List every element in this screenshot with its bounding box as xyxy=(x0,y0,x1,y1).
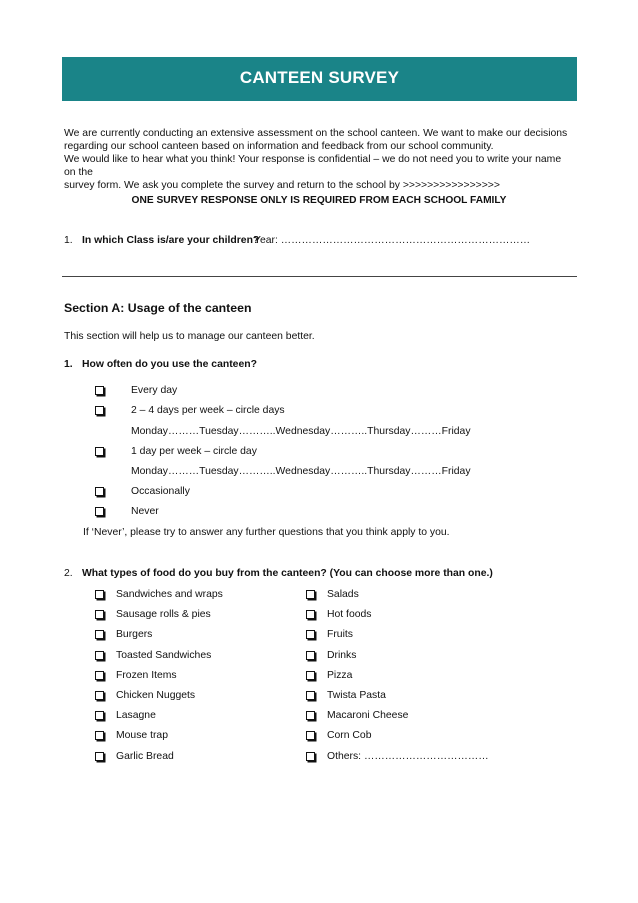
food-option-left-label: Sausage rolls & pies xyxy=(116,609,211,621)
intro-line-2: regarding our school canteen based on information and feedback from our school community. xyxy=(64,141,494,152)
q1-option-every-day: Every day xyxy=(131,385,178,396)
class-question-answer-line[interactable]: Year: ……………………………………………………………… xyxy=(254,235,531,246)
one-response-notice: ONE SURVEY RESPONSE ONLY IS REQUIRED FROM EACH SCHOOL FAMILY xyxy=(131,195,507,206)
q1-days-line-multi[interactable]: Monday………Tuesday………..Wednesday………..Thursday………Friday xyxy=(131,426,471,437)
q1-option-never: Never xyxy=(131,506,159,517)
q1-checkbox-1-day[interactable] xyxy=(95,447,104,456)
food-option-left-checkbox[interactable] xyxy=(95,691,104,700)
q1-checkbox-occasionally[interactable] xyxy=(95,487,104,496)
food-option-right-label: Macaroni Cheese xyxy=(327,710,409,722)
food-option-right-label: Corn Cob xyxy=(327,730,372,742)
title-banner xyxy=(62,57,577,101)
q1-option-1-day: 1 day per week – circle day xyxy=(131,446,257,457)
food-option-left-checkbox[interactable] xyxy=(95,752,104,761)
q1-option-occasionally: Occasionally xyxy=(131,486,190,497)
food-option-right-checkbox[interactable] xyxy=(306,610,315,619)
food-option-right-checkbox[interactable] xyxy=(306,651,315,660)
q1-days-line-single[interactable]: Monday………Tuesday………..Wednesday………..Thursday………Friday xyxy=(131,466,471,477)
food-option-right-label: Twista Pasta xyxy=(327,690,386,701)
section-divider xyxy=(62,276,577,277)
class-question-number: 1. xyxy=(64,235,73,246)
food-option-left-checkbox[interactable] xyxy=(95,711,104,720)
food-option-left-checkbox[interactable] xyxy=(95,671,104,680)
food-option-right-checkbox[interactable] xyxy=(306,731,315,740)
food-option-left-label: Sandwiches and wraps xyxy=(116,589,223,600)
intro-line-3: We would like to hear what you think! Your response is confidential – we do not need you to write your name on the xyxy=(64,154,562,178)
q1-option-2-4-days: 2 – 4 days per week – circle days xyxy=(131,405,285,416)
food-option-left-label: Burgers xyxy=(116,629,153,641)
food-option-left-label: Mouse trap xyxy=(116,730,168,742)
q2-number: 2. xyxy=(64,568,73,579)
food-option-left-checkbox[interactable] xyxy=(95,590,104,599)
food-option-left-checkbox[interactable] xyxy=(95,610,104,619)
q1-checkbox-2-4-days[interactable] xyxy=(95,406,104,415)
food-option-right-checkbox[interactable] xyxy=(306,711,315,720)
food-option-right-label: Drinks xyxy=(327,649,357,661)
food-option-right-checkbox[interactable] xyxy=(306,590,315,599)
food-option-left-label: Lasagne xyxy=(116,710,156,722)
food-option-right-label: Fruits xyxy=(327,629,353,641)
food-option-left-label: Toasted Sandwiches xyxy=(116,649,212,661)
intro-line-1: We are currently conducting an extensive assessment on the school canteen. We want to make our decisions xyxy=(64,128,568,139)
food-option-right-label: Pizza xyxy=(327,669,353,681)
section-a-description: This section will help us to manage our canteen better. xyxy=(64,331,315,342)
food-option-right-label: Hot foods xyxy=(327,609,372,621)
food-option-right-checkbox[interactable] xyxy=(306,630,315,639)
q1-number: 1. xyxy=(64,359,73,370)
food-option-right-checkbox[interactable] xyxy=(306,671,315,680)
class-question-label: In which Class is/are your children? xyxy=(82,235,260,246)
q1-label: How often do you use the canteen? xyxy=(82,359,257,370)
food-option-right-checkbox[interactable] xyxy=(306,691,315,700)
food-option-left-checkbox[interactable] xyxy=(95,731,104,740)
food-option-left-label: Frozen Items xyxy=(116,669,177,681)
food-option-left-label: Chicken Nuggets xyxy=(116,690,196,701)
intro-paragraph xyxy=(64,127,574,192)
food-option-right-checkbox[interactable] xyxy=(306,752,315,761)
page-title: CANTEEN SURVEY xyxy=(239,68,400,87)
food-option-left-label: Garlic Bread xyxy=(116,750,174,762)
section-a-title: Section A: Usage of the canteen xyxy=(64,301,252,315)
intro-line-4: survey form. We ask you complete the survey and return to the school by >>>>>>>>>>>>>>>> xyxy=(64,180,500,191)
food-option-left-checkbox[interactable] xyxy=(95,651,104,660)
q2-label: What types of food do you buy from the canteen? (You can choose more than one.) xyxy=(82,568,493,579)
food-option-left-checkbox[interactable] xyxy=(95,630,104,639)
food-option-right-label: Salads xyxy=(327,589,359,600)
q1-checkbox-never[interactable] xyxy=(95,507,104,516)
food-option-right-label: Others: ……………………………… xyxy=(327,750,489,762)
q1-checkbox-every-day[interactable] xyxy=(95,386,104,395)
q1-never-note: If ‘Never’, please try to answer any further questions that you think apply to you. xyxy=(83,527,450,538)
